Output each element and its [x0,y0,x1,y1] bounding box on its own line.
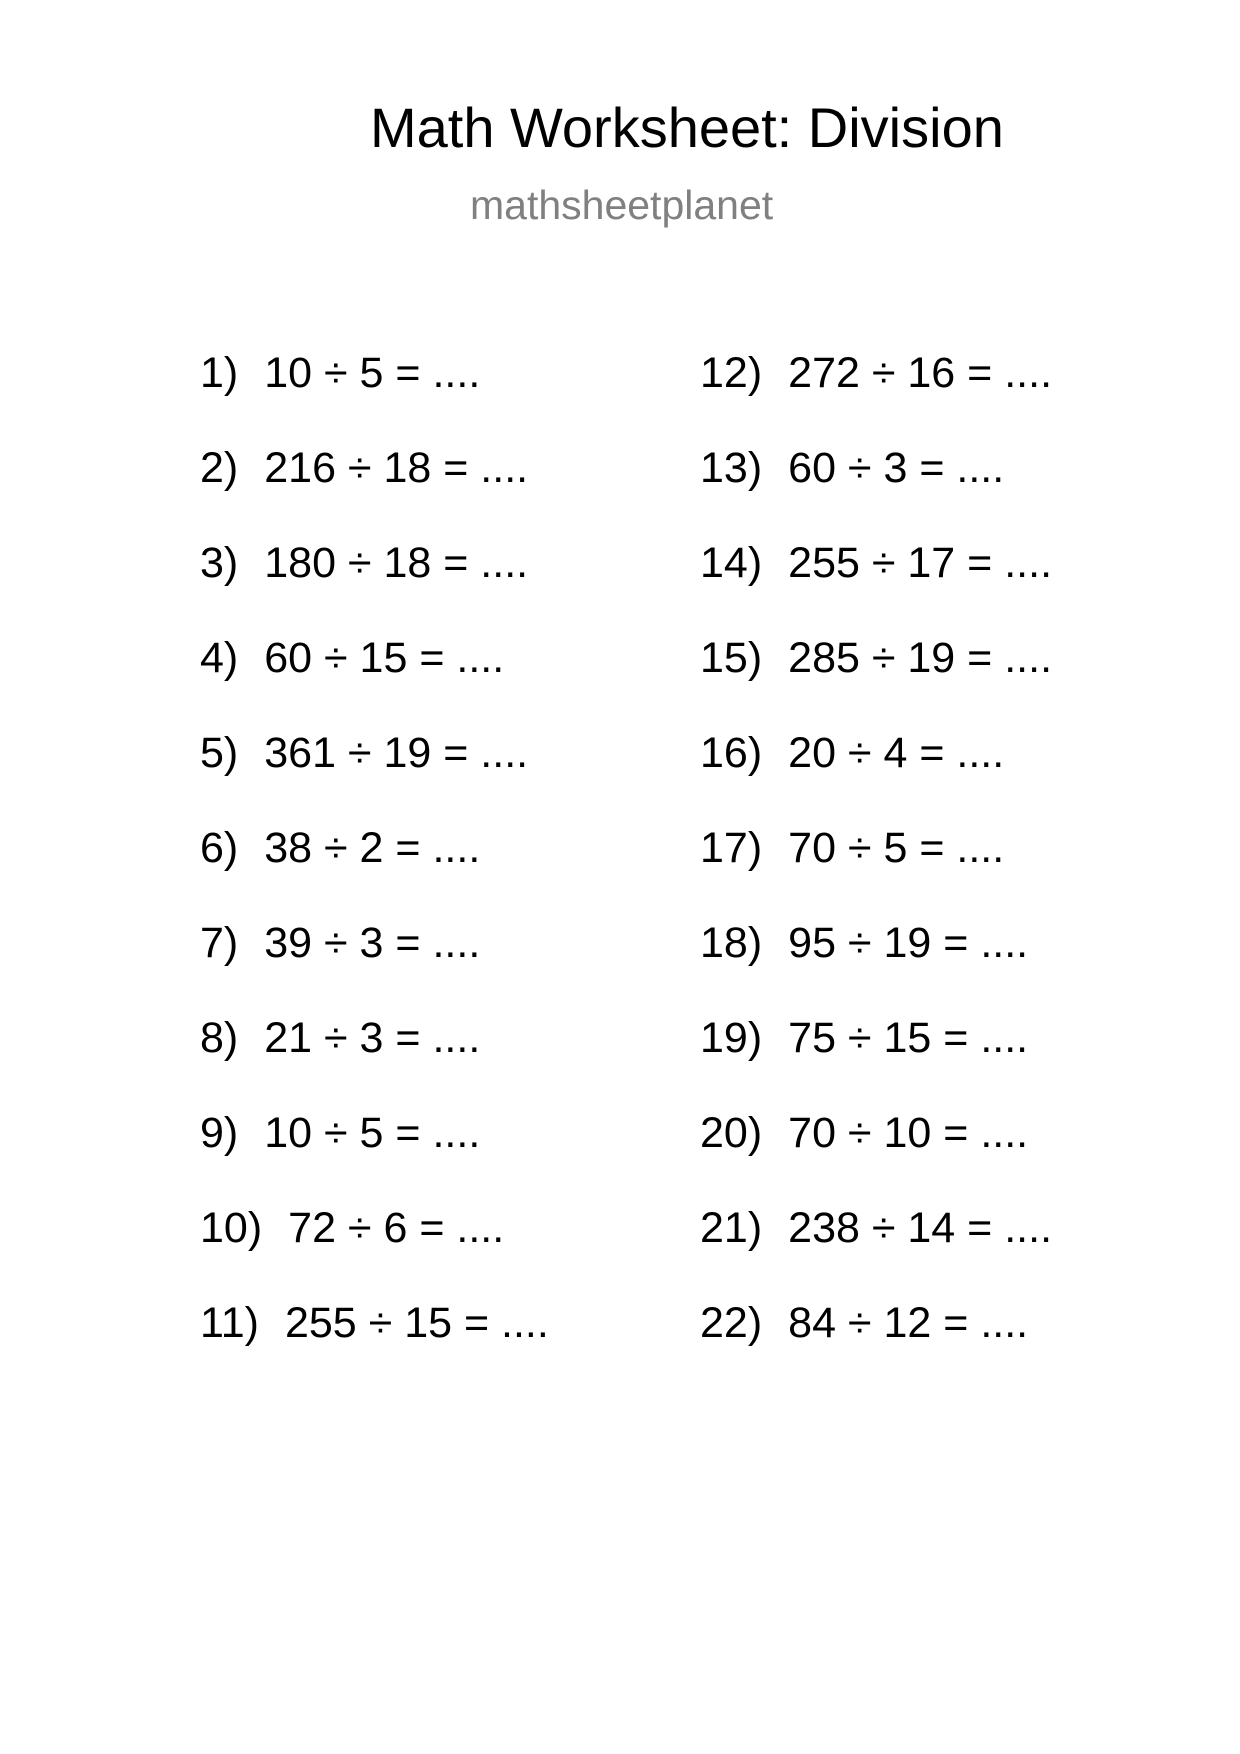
problem-expression: 272 ÷ 16 = .... [788,349,1053,397]
problem-item [700,729,1052,827]
problem-number: 16) [700,729,763,777]
problem-item [700,1204,1053,1302]
problem-number: 15) [700,634,763,682]
problem-expression: 21 ÷ 3 = .... [264,1014,481,1062]
problem-item [200,1299,549,1397]
problem-number: 18) [700,919,763,967]
problem-item [700,444,1052,542]
problem-number: 14) [700,539,763,587]
problem-number: 20) [700,1109,763,1157]
problem-expression: 238 ÷ 14 = .... [788,1204,1053,1252]
problem-expression: 10 ÷ 5 = .... [264,349,481,397]
problem-number: 3) [200,539,239,587]
problem-item [700,539,1053,637]
problem-item [700,1109,1052,1207]
problem-item [700,824,1052,922]
problem-expression: 84 ÷ 12 = .... [788,1299,1029,1347]
problem-item [200,539,549,637]
problem-number: 10) [200,1204,263,1252]
problem-expression: 75 ÷ 15 = .... [788,1014,1029,1062]
problem-number: 17) [700,824,763,872]
problem-item [200,1109,549,1207]
problem-column-left [200,349,549,1397]
problem-expression: 285 ÷ 19 = .... [788,634,1053,682]
problem-number: 8) [200,1014,239,1062]
problem-number: 7) [200,919,239,967]
problem-item [200,824,549,922]
problem-item [700,919,1052,1017]
problem-item [700,634,1053,732]
problem-expression: 38 ÷ 2 = .... [264,824,481,872]
problem-item [200,634,549,732]
worksheet-title: Math Worksheet: Division [370,96,1004,159]
problem-number: 4) [200,634,239,682]
problem-number: 22) [700,1299,763,1347]
problem-number: 12) [700,349,763,397]
problem-number: 6) [200,824,239,872]
problem-number: 13) [700,444,763,492]
problem-item [700,1014,1052,1112]
problem-expression: 70 ÷ 5 = .... [788,824,1005,872]
problem-item [200,1014,549,1112]
problem-number: 11) [200,1299,259,1347]
problem-number: 1) [200,349,239,397]
problem-item [200,729,549,827]
problem-number: 2) [200,444,239,492]
problem-expression: 216 ÷ 18 = .... [264,444,529,492]
problem-column-right [700,349,1053,1397]
problem-expression: 255 ÷ 15 = .... [284,1299,549,1347]
problem-number: 19) [700,1014,763,1062]
problem-expression: 95 ÷ 19 = .... [788,919,1029,967]
problem-number: 9) [200,1109,239,1157]
problem-expression: 39 ÷ 3 = .... [264,919,481,967]
problem-number: 5) [200,729,239,777]
problem-expression: 70 ÷ 10 = .... [788,1109,1029,1157]
problem-expression: 180 ÷ 18 = .... [264,539,529,587]
problem-expression: 60 ÷ 15 = .... [264,634,505,682]
problem-number: 21) [700,1204,763,1252]
problem-expression: 72 ÷ 6 = .... [288,1204,505,1252]
problem-item [700,1299,1052,1397]
problem-expression: 255 ÷ 17 = .... [788,539,1053,587]
problem-item [200,919,549,1017]
problem-item [700,349,1053,447]
problem-expression: 20 ÷ 4 = .... [788,729,1005,777]
problem-item [200,1204,549,1302]
problem-expression: 10 ÷ 5 = .... [264,1109,481,1157]
problem-item [200,444,549,542]
problem-item [200,349,549,447]
worksheet-subtitle: mathsheetplanet [470,182,774,228]
problem-expression: 60 ÷ 3 = .... [788,444,1005,492]
problem-expression: 361 ÷ 19 = .... [264,729,529,777]
